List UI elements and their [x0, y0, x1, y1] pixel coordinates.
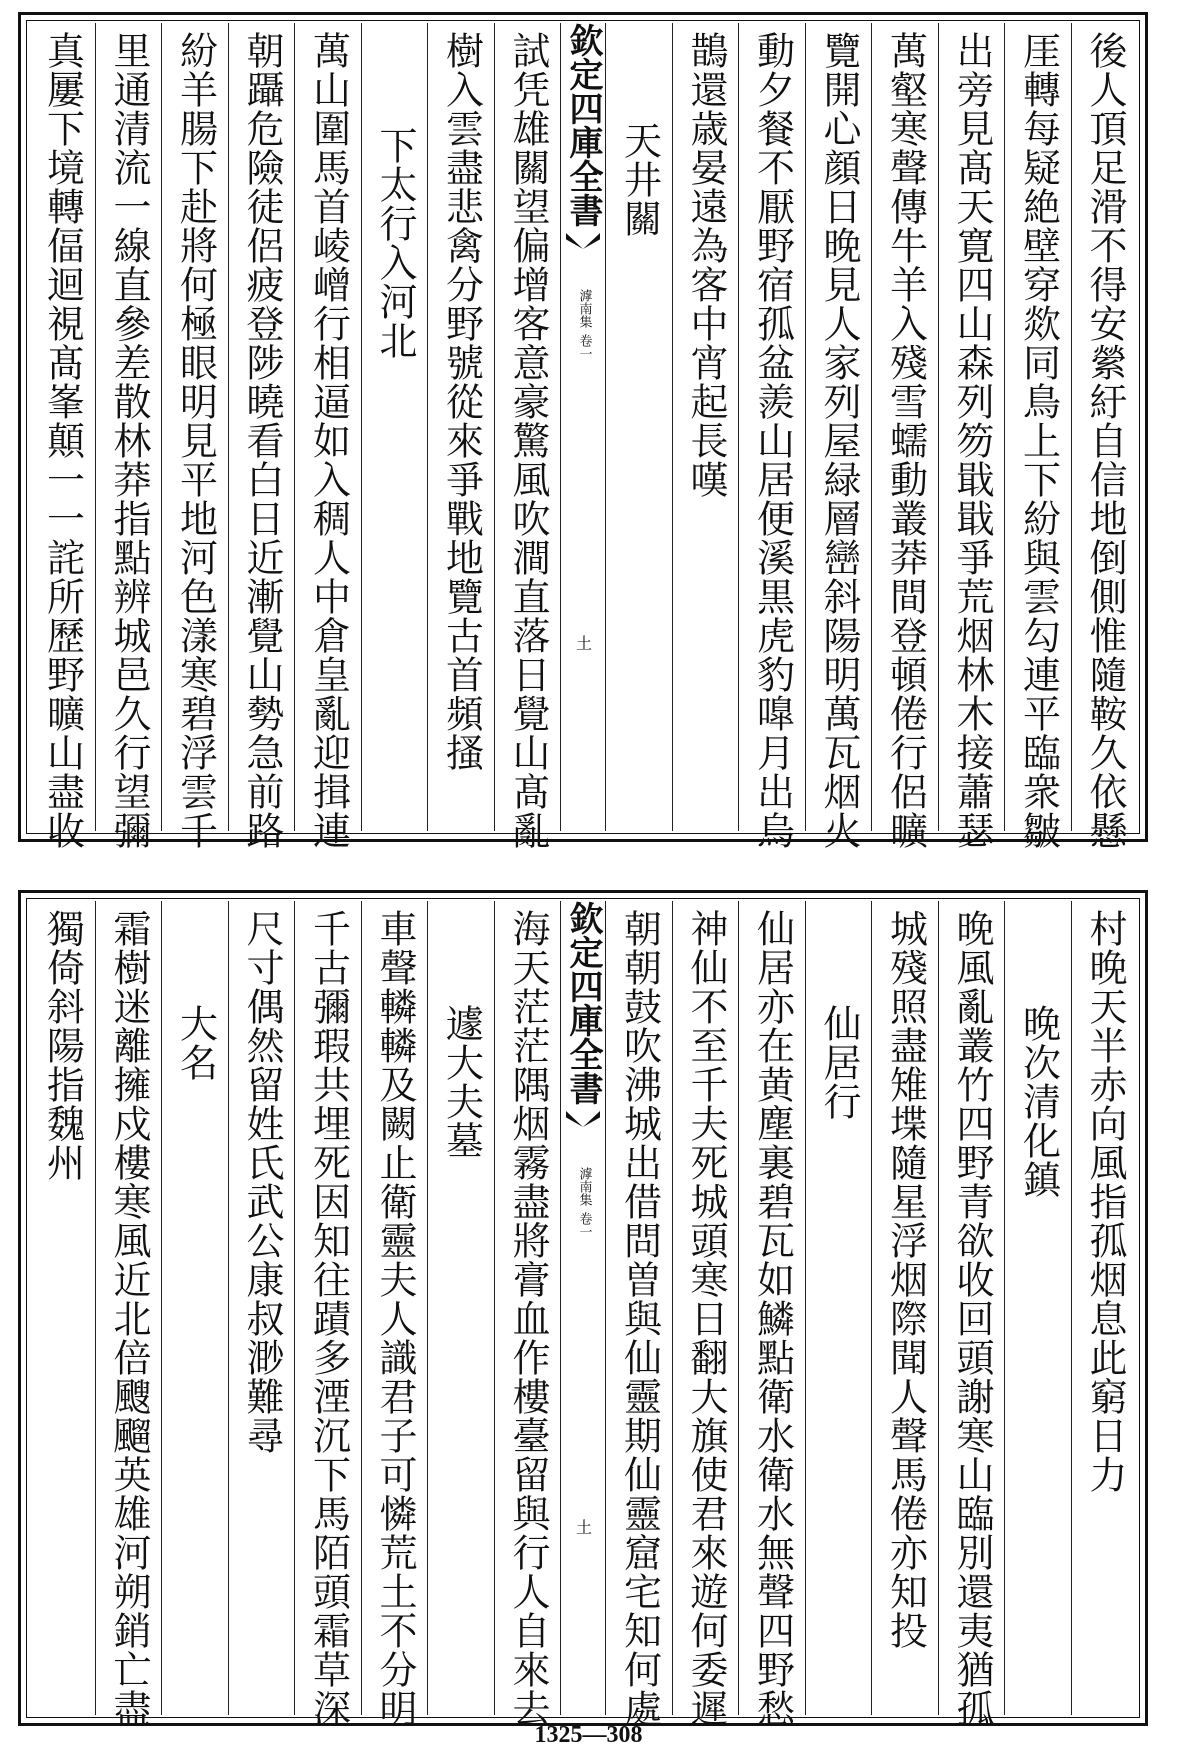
text-column: 覽開心顔日晚見人家列屋緑層巒斜陽明萬瓦烟火 [805, 23, 872, 831]
poem-title: 下太行入河北 [361, 23, 428, 831]
text-column: 城殘照盡雉堞隨星浮烟際聞人聲馬倦亦知投 [871, 901, 938, 1715]
page-spine [560, 901, 605, 1715]
page-spine [560, 23, 605, 831]
book-title: 滹南集 [576, 1167, 592, 1206]
upper-page [18, 12, 1148, 850]
poem-title: 天井關 [605, 23, 672, 831]
volume-label: 卷一 [576, 1212, 592, 1238]
poem-title: 遽大夫墓 [427, 901, 494, 1715]
fish-tail-mark-icon [566, 233, 600, 249]
text-column: 里通清流一線直參差散林莽指點辨城邑久行望彌 [95, 23, 162, 831]
fish-tail-mark-icon [566, 1111, 600, 1127]
poem-title: 大名 [161, 901, 228, 1715]
page-number: 土 [573, 635, 593, 651]
text-column: 出旁見髙天寛四山森列笏戢戢爭荒烟林木接蕭瑟 [938, 23, 1005, 831]
text-column: 萬山圍馬首崚嶒行相逼如入稠人中倉皇亂迎揖連 [294, 23, 361, 831]
poem-title: 仙居行 [805, 901, 872, 1715]
library-title: 欽定四庫全書 [563, 23, 603, 227]
text-column: 真屢下境轉偪迴視髙峯顛一一詫所歷野曠山盡收 [40, 31, 85, 850]
poem-title: 晚次清化鎮 [1004, 901, 1071, 1715]
text-column: 朝躡危險徒侶疲登陟曉看白日近漸覺山勢急前路 [228, 23, 295, 831]
text-column: 朝朝鼓吹沸城出借問曽與仙靈期仙靈窟宅知何處 [605, 901, 672, 1715]
text-column: 試凭雄關望偏增客意豪驚風吹澗直落日覺山髙亂 [494, 23, 561, 831]
page-number: 土 [573, 1519, 593, 1535]
text-column: 後人頂足滑不得安縈紆自信地倒側惟隨鞍久依懸 [1071, 23, 1138, 831]
text-column: 獨倚斜陽指魏州 [40, 909, 85, 1182]
text-column: 仙居亦在黄塵裏碧瓦如鱗點衛水衛水無聲四野愁 [738, 901, 805, 1715]
text-column: 動夕餐不厭野宿孤盆羨山居便溪黒虎豹嘷月出烏 [738, 23, 805, 831]
text-column: 厓轉每疑絶壁穿欻同鳥上下紛與雲勾連平臨衆皺 [1004, 23, 1071, 831]
book-title: 滹南集 [576, 289, 592, 328]
text-column: 神仙不至千夫死城頭寒日翻大旗使君來遊何委遲 [672, 901, 739, 1715]
text-column: 鵲還歳晏遠為客中宵起長嘆 [672, 23, 739, 831]
lower-page [18, 890, 1148, 1726]
text-column: 紛羊腸下赴將何極眼明見平地河色漾寒碧浮雲千 [161, 23, 228, 831]
text-column: 海天茫茫隅烟霧盡將膏血作樓臺留與行人自來去 [494, 901, 561, 1715]
text-column: 千古彌瑕共埋死因知往蹟多湮沉下馬陌頭霜草深 [294, 901, 361, 1715]
page-footer-code: 1325—308 [534, 1722, 643, 1748]
library-title: 欽定四庫全書 [563, 901, 603, 1105]
text-column: 樹入雲盡悲禽分野號從來爭戰地覽古首頻搔 [427, 23, 494, 831]
volume-label: 卷一 [576, 334, 592, 360]
text-column: 車聲轔轔及闕止衛靈夫人識君子可憐荒土不分明 [361, 901, 428, 1715]
text-column: 晚風亂叢竹四野青欲收回頭謝寒山臨別還夷猶孤 [938, 901, 1005, 1715]
text-column: 村晚天半赤向風指孤烟息此窮日力 [1071, 901, 1138, 1715]
text-column: 霜樹迷離擁戍樓寒風近北倍颼飀英雄河朔銷亡盡 [95, 901, 162, 1715]
text-column: 尺寸偶然留姓氏武公康叔渺難尋 [228, 901, 295, 1715]
text-column: 萬壑寒聲傳牛羊入殘雪蠕動叢莽間登頓倦行侶曠 [871, 23, 938, 831]
